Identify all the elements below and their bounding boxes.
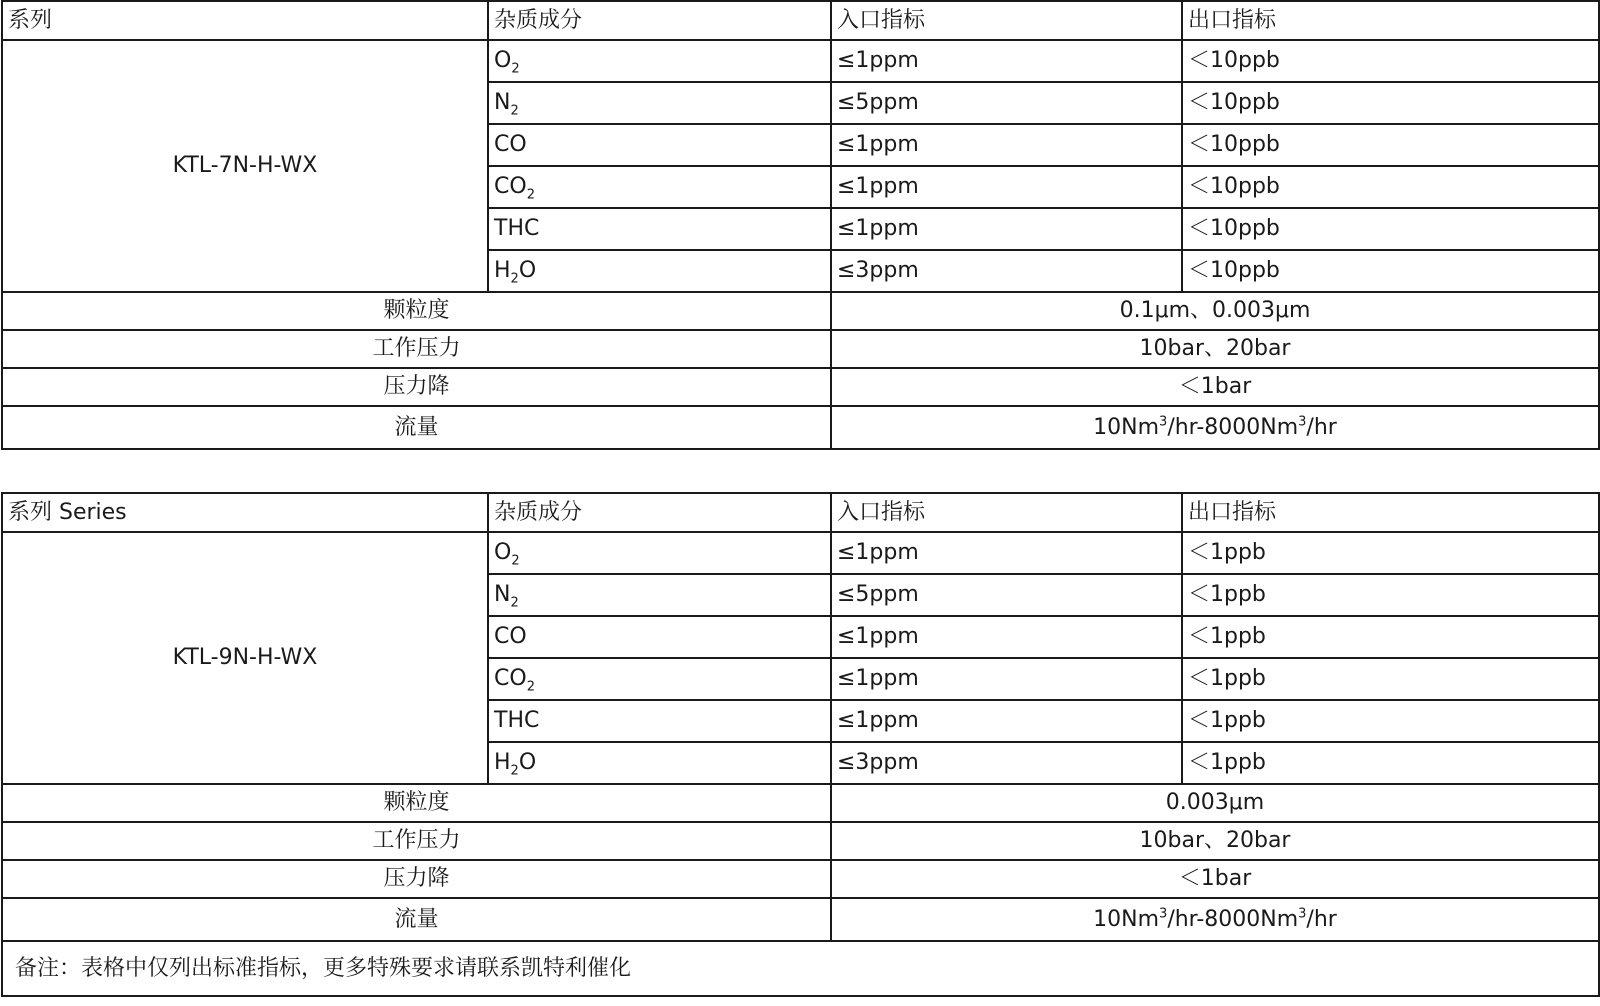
spec-table-ktl-9n (1, 492, 1600, 997)
inlet-value: ≤1ppm (831, 658, 1182, 700)
inlet-value: ≤1ppm (831, 532, 1182, 574)
series-model: KTL-7N-H-WX (2, 40, 488, 292)
impurity-name: $CO_2$ (488, 658, 831, 700)
property-label: 压力降 (2, 860, 831, 898)
header-series: 系列 (2, 1, 488, 40)
property-row (2, 860, 1599, 898)
outlet-value: ＜10ppb (1182, 82, 1599, 124)
property-label: 压力降 (2, 368, 831, 406)
impurity-name: CO (488, 124, 831, 166)
inlet-value: ≤1ppm (831, 40, 1182, 82)
impurity-name: $N_2$ (488, 82, 831, 124)
flow-label: 流量 (2, 406, 831, 449)
inlet-value: ≤5ppm (831, 82, 1182, 124)
property-value: 10bar、20bar (831, 822, 1599, 860)
impurity-name: $N_2$ (488, 574, 831, 616)
impurity-row (2, 40, 1599, 82)
flow-value: 10Nm$^3$/hr-8000Nm$^3$/hr (831, 406, 1599, 449)
inlet-value: ≤1ppm (831, 700, 1182, 742)
outlet-value: ＜10ppb (1182, 166, 1599, 208)
property-value: 10bar、20bar (831, 330, 1599, 368)
outlet-value: ＜10ppb (1182, 250, 1599, 292)
flow-label: 流量 (2, 898, 831, 941)
property-row (2, 822, 1599, 860)
header-outlet: 出口指标 (1182, 493, 1599, 532)
outlet-value: ＜1ppb (1182, 742, 1599, 784)
outlet-value: ＜1ppb (1182, 700, 1599, 742)
header-row (2, 493, 1599, 532)
property-value: ＜1bar (831, 860, 1599, 898)
header-inlet: 入口指标 (831, 493, 1182, 532)
property-label: 工作压力 (2, 330, 831, 368)
outlet-value: ＜1ppb (1182, 658, 1599, 700)
spec-table-ktl-7n (1, 0, 1600, 450)
flow-row (2, 898, 1599, 941)
property-value: ＜1bar (831, 368, 1599, 406)
impurity-name: THC (488, 208, 831, 250)
note-row (2, 941, 1599, 996)
property-label: 颗粒度 (2, 784, 831, 822)
property-row (2, 330, 1599, 368)
outlet-value: ＜10ppb (1182, 208, 1599, 250)
header-outlet: 出口指标 (1182, 1, 1599, 40)
impurity-row (2, 532, 1599, 574)
impurity-name: $CO_2$ (488, 166, 831, 208)
header-series: 系列 Series (2, 493, 488, 532)
inlet-value: ≤3ppm (831, 742, 1182, 784)
impurity-name: $H_2O$ (488, 742, 831, 784)
series-model: KTL-9N-H-WX (2, 532, 488, 784)
outlet-value: ＜10ppb (1182, 124, 1599, 166)
inlet-value: ≤1ppm (831, 166, 1182, 208)
impurity-name: CO (488, 616, 831, 658)
header-impurity: 杂质成分 (488, 1, 831, 40)
property-row (2, 368, 1599, 406)
impurity-name: $H_2O$ (488, 250, 831, 292)
impurity-name: $O_2$ (488, 532, 831, 574)
inlet-value: ≤1ppm (831, 208, 1182, 250)
inlet-value: ≤1ppm (831, 616, 1182, 658)
header-impurity: 杂质成分 (488, 493, 831, 532)
header-row (2, 1, 1599, 40)
property-row (2, 292, 1599, 330)
inlet-value: ≤1ppm (831, 124, 1182, 166)
property-label: 工作压力 (2, 822, 831, 860)
property-value: 0.1μm、0.003μm (831, 292, 1599, 330)
property-row (2, 784, 1599, 822)
outlet-value: ＜10ppb (1182, 40, 1599, 82)
impurity-name: $O_2$ (488, 40, 831, 82)
table-note: 备注：表格中仅列出标准指标，更多特殊要求请联系凯特利催化 (2, 941, 1599, 996)
outlet-value: ＜1ppb (1182, 574, 1599, 616)
inlet-value: ≤3ppm (831, 250, 1182, 292)
inlet-value: ≤5ppm (831, 574, 1182, 616)
property-value: 0.003μm (831, 784, 1599, 822)
outlet-value: ＜1ppb (1182, 616, 1599, 658)
flow-value: 10Nm$^3$/hr-8000Nm$^3$/hr (831, 898, 1599, 941)
outlet-value: ＜1ppb (1182, 532, 1599, 574)
property-label: 颗粒度 (2, 292, 831, 330)
flow-row (2, 406, 1599, 449)
impurity-name: THC (488, 700, 831, 742)
header-inlet: 入口指标 (831, 1, 1182, 40)
